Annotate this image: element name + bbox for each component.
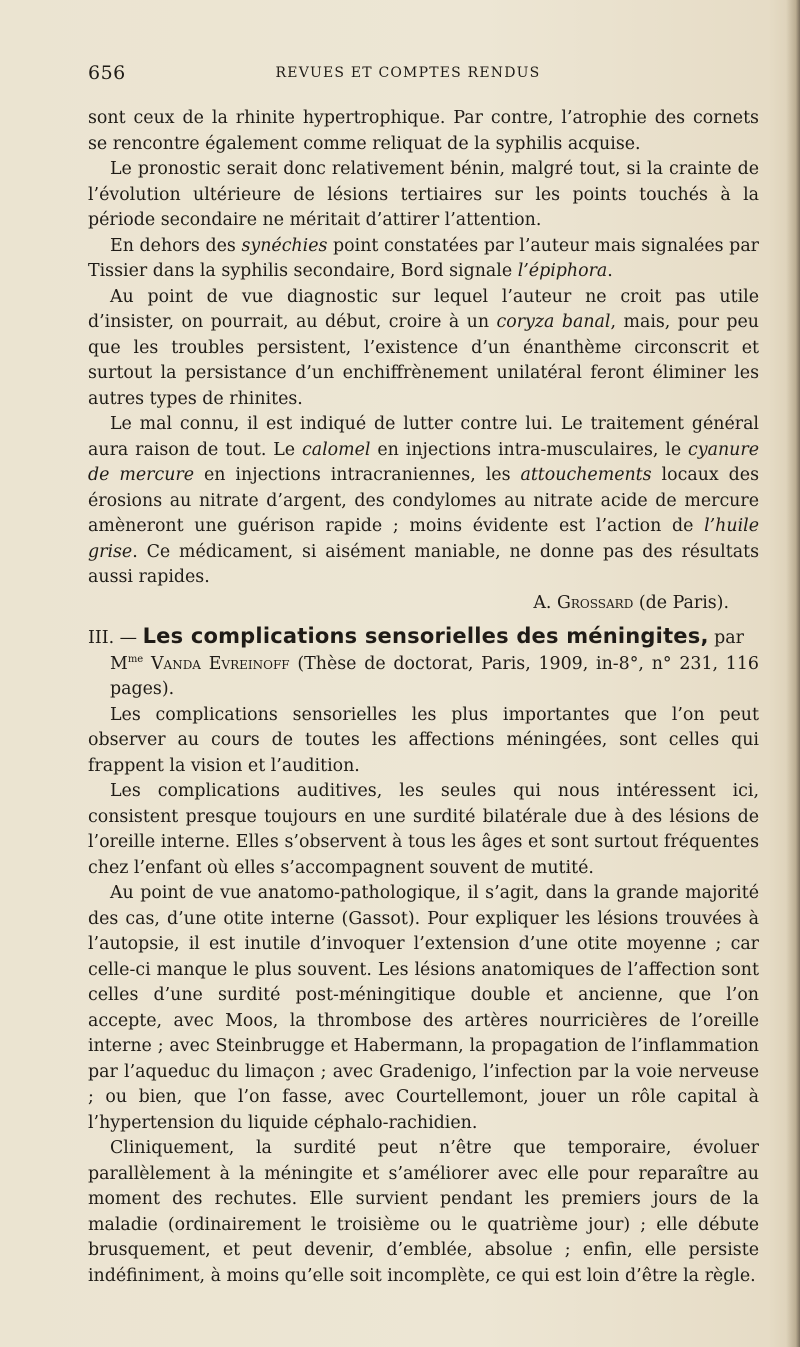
section-reference	[88, 652, 759, 703]
page-gutter-shadow	[786, 0, 800, 1347]
text-run: . Ce médicament, si aisément maniable, ne donne pas des résultats aussi rapides.	[88, 541, 759, 587]
author-name: Vanda Evreinoff	[143, 653, 290, 674]
signature-name: Grossard	[557, 592, 634, 613]
text-run: en injections intra-musculaires, le	[370, 439, 689, 460]
text-run: .	[607, 261, 613, 281]
italic-term: l’épiphora	[517, 261, 608, 281]
paragraph: Cliniquement, la surdité peut n’être que temporaire, évoluer parallèlement à la méningite et s’améliorer avec elle pour reparaître au moment des rechutes. Elle survient pendant les premiers jours de la maladie (ordinairement le troisième ou le quatrième jour) ; elle débute brusquement, et peut devenir, d’emblée, absolue ; enfin, elle persiste indéfiniment, à moins qu’elle soit incomplète, ce qui est loin d’être la règle.	[88, 1138, 759, 1286]
paragraph: Le pronostic serait donc relativement bénin, malgré tout, si la crainte de l’évolution ultérieure de lésions tertiaires sur les points touchés à la période secondaire ne méritait d’attirer l’attention.	[88, 159, 759, 230]
italic-term: l’huile grise	[88, 516, 759, 562]
text-run: locaux des érosions au nitrate d’argent, des condylomes au nitrate acide de mercure amèneront une guérison rapide ; moins évidente est l’action de	[88, 465, 760, 536]
text-run: par	[708, 628, 744, 648]
section-heading	[88, 624, 759, 703]
paragraph	[88, 285, 759, 413]
section-number: III. —	[88, 628, 143, 648]
text-run: point constatées par l’auteur mais signalées par Tissier dans la syphilis secondaire, Bord signale	[88, 235, 759, 281]
paragraph: Les complications auditives, les seules qui nous intéressent ici, consistent presque toujours en une surdité bilatérale due à des lésions de l’oreille interne. Elles s’observent à tous les âges et sont surtout fréquentes chez l’enfant où elles s’accompagnent souvent de mutité.	[88, 781, 759, 878]
paragraph: Au point de vue anatomo-pathologique, il s’agit, dans la grande majorité des cas, d’une otite interne (Gassot). Pour expliquer les lésions trouvées à l’autopsie, il est inutile d’invoquer l’extension d’une otite moyenne ; car celle-ci manque le plus souvent. Les lésions anatomiques de l’affection sont celles d’une surdité post-méningitique double et ancienne, que l’on accepte, avec Moos, la thrombose des artères nourricières de l’oreille interne ; avec Steinbrugge et Habermann, la propagation de l’inflammation par l’aqueduc du limaçon ; avec Gradenigo, l’infection par la voie nerveuse ; ou bien, que l’on fasse, avec Courtellemont, jouer un rôle capital à l’hypertension du liquide céphalo-rachidien.	[88, 883, 759, 1133]
body-text	[88, 106, 759, 1289]
author-title-sup: me	[127, 653, 144, 665]
signature	[88, 591, 759, 617]
text-run: En dehors des	[110, 235, 242, 256]
signature-initial: A.	[533, 592, 557, 613]
bibliographic-reference: (Thèse de doctorat, Paris, 1909, in-8°, n° 231, 116 pages).	[110, 653, 759, 699]
paragraph	[88, 234, 759, 285]
italic-term: calomel	[302, 439, 371, 460]
page-header	[88, 62, 728, 84]
paragraph: Les complications sensorielles les plus importantes que l’on peut observer au cours de toutes les affections méningées, sont celles qui frappent la vision et l’audition.	[88, 704, 759, 776]
page-number: 656	[88, 62, 126, 84]
text-run: Le mal connu, il est indiqué de lutter contre lui. Le traitement général aura raison de tout. Le	[88, 414, 759, 460]
running-head: REVUES ET COMPTES RENDUS	[275, 65, 541, 81]
text-run: en injections intracraniennes, les	[194, 465, 521, 485]
italic-term: attouchements	[520, 465, 652, 485]
italic-term: cyanure de mercure	[88, 439, 759, 485]
paragraph: sont ceux de la rhinite hypertrophique. Par contre, l’atrophie des cornets se rencontre également comme reliquat de la syphilis acquise.	[88, 108, 759, 154]
text-run: Au point de vue diagnostic sur lequel l’auteur ne croit pas utile d’insister, on pourrait, au début, croire à un	[88, 286, 759, 332]
italic-term: synéchies	[241, 235, 328, 256]
author-title: M	[110, 653, 128, 674]
italic-term: coryza banal	[496, 312, 611, 332]
text-run: , mais, pour peu que les troubles persistent, l’existence d’un énanthème circonscrit et surtout la persistance d’un enchiffrènement unilatéral feront éliminer les autres types de rhinites.	[88, 312, 759, 409]
signature-place: (de Paris).	[633, 592, 729, 613]
section-title: Les complications sensorielles des méningites,	[142, 624, 709, 648]
paragraph	[88, 412, 759, 591]
